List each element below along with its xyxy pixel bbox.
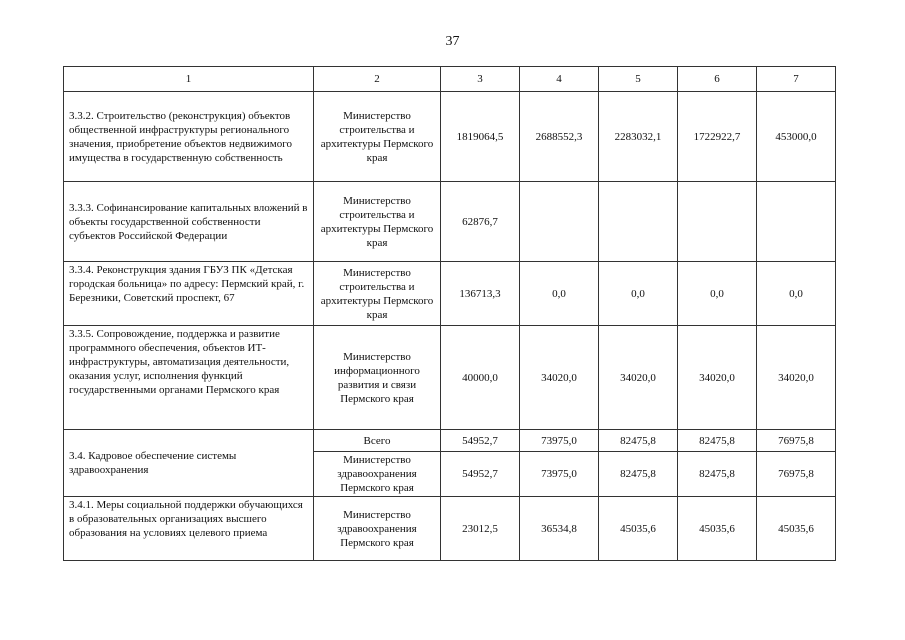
value-cell: 34020,0 [757,326,836,430]
value-cell: 76975,8 [757,430,836,452]
header-cell: 3 [441,67,520,92]
table-row [64,326,836,430]
value-cell [599,182,678,262]
row-description: 3.3.2. Строительство (реконструкция) объектов общественной инфраструктуры регионального значения, приобретение объектов недвижимого имущества в государственную собственность [64,92,314,182]
value-cell: 34020,0 [520,326,599,430]
table-row [64,430,836,452]
header-cell: 4 [520,67,599,92]
value-cell: 2283032,1 [599,92,678,182]
row-organization: Министерство здравоохранения Пермского края [314,497,441,561]
value-cell [678,182,757,262]
value-cell: 45035,6 [678,497,757,561]
value-cell: 40000,0 [441,326,520,430]
value-cell: 82475,8 [678,452,757,497]
row-organization: Министерство здравоохранения Пермского края [314,452,441,497]
value-cell: 62876,7 [441,182,520,262]
value-cell [757,182,836,262]
value-cell [520,182,599,262]
page-number: 37 [445,34,460,49]
value-cell: 2688552,3 [520,92,599,182]
header-cell: 5 [599,67,678,92]
value-cell: 1722922,7 [678,92,757,182]
value-cell: 73975,0 [520,430,599,452]
value-cell: 54952,7 [441,430,520,452]
header-row [64,67,836,92]
row-organization: Министерство информационного развития и связи Пермского края [314,326,441,430]
row-description: 3.3.3. Софинансирование капитальных вложений в объекты государственной собственности субъектов Российской Федерации [64,182,314,262]
table-row [64,92,836,182]
row-organization: Министерство строительства и архитектуры Пермского края [314,262,441,326]
header-cell: 7 [757,67,836,92]
row-organization: Всего [314,430,441,452]
value-cell: 76975,8 [757,452,836,497]
header-cell: 2 [314,67,441,92]
value-cell: 0,0 [678,262,757,326]
table-row [64,497,836,561]
value-cell: 0,0 [757,262,836,326]
value-cell: 82475,8 [599,430,678,452]
value-cell: 34020,0 [599,326,678,430]
row-description: 3.3.5. Сопровождение, поддержка и развитие программного обеспечения, объектов ИТ-инфраструктуры, автоматизация деятельности, оказания услуг, исполнения функций государственными органами Пермского края [64,326,314,430]
header-cell: 1 [64,67,314,92]
table-row [64,182,836,262]
value-cell: 136713,3 [441,262,520,326]
row-organization: Министерство строительства и архитектуры Пермского края [314,182,441,262]
row-description: 3.4.1. Меры социальной поддержки обучающихся в образовательных организациях высшего образования на условиях целевого приема [64,497,314,561]
value-cell: 34020,0 [678,326,757,430]
row-description: 3.3.4. Реконструкция здания ГБУЗ ПК «Детская городская больница» по адресу: Пермский край, г. Березники, Советский проспект, 67 [64,262,314,326]
value-cell: 82475,8 [678,430,757,452]
value-cell: 54952,7 [441,452,520,497]
value-cell: 73975,0 [520,452,599,497]
value-cell: 0,0 [520,262,599,326]
row-description: 3.4. Кадровое обеспечение системы здравоохранения [64,430,314,497]
value-cell: 453000,0 [757,92,836,182]
row-organization: Министерство строительства и архитектуры Пермского края [314,92,441,182]
value-cell: 1819064,5 [441,92,520,182]
value-cell: 82475,8 [599,452,678,497]
value-cell: 45035,6 [599,497,678,561]
value-cell: 0,0 [599,262,678,326]
value-cell: 23012,5 [441,497,520,561]
value-cell: 45035,6 [757,497,836,561]
value-cell: 36534,8 [520,497,599,561]
header-cell: 6 [678,67,757,92]
table-row [64,262,836,326]
budget-table [63,66,836,561]
